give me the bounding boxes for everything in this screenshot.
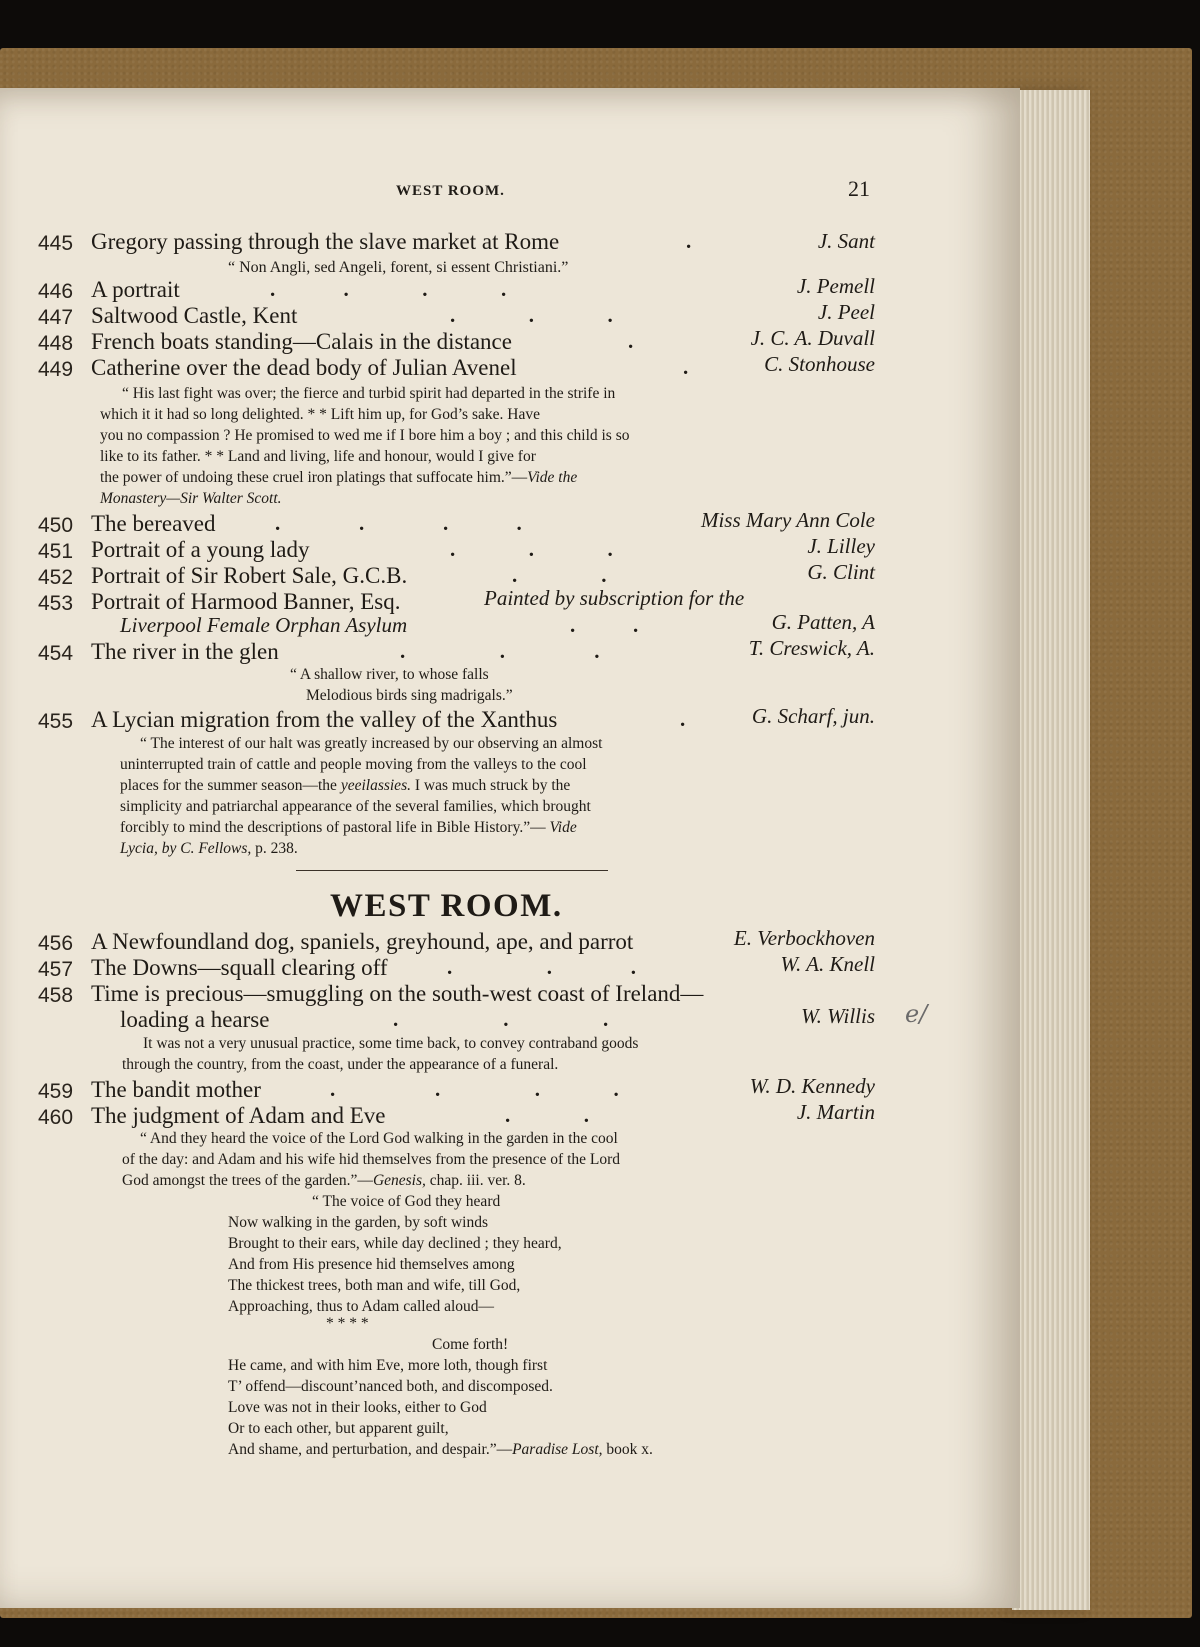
quote-line: of the day: and Adam and his wife hid themselves from the presence of the Lord xyxy=(122,1151,621,1168)
entry-number: 458 xyxy=(38,984,74,1007)
leader-dots: . . . xyxy=(450,303,613,327)
entry-artist: J. Peel xyxy=(817,300,875,324)
entry-artist: T. Creswick, A. xyxy=(748,636,875,660)
entry-title: A portrait xyxy=(91,277,180,302)
verse-line: And from His presence hid themselves among xyxy=(228,1256,515,1273)
quote-line: God amongst the trees of the garden.”—Genesis, chap. iii. ver. 8. xyxy=(122,1172,526,1189)
entry-artist: J. Martin xyxy=(796,1100,875,1124)
entry-artist: E. Verbockhoven xyxy=(733,926,875,950)
entry-number: 454 xyxy=(38,642,74,665)
entry-artist: C. Stonhouse xyxy=(764,352,875,376)
entry-number: 452 xyxy=(38,566,74,589)
verse-line: Approaching, thus to Adam called aloud— xyxy=(228,1298,495,1315)
leader-dots: . . . . xyxy=(275,511,522,535)
verse-line: The thickest trees, both man and wife, till God, xyxy=(228,1277,521,1294)
quote-line: you no compassion ? He promised to wed me if I bore him a boy ; and this child is so xyxy=(100,427,630,444)
leader-dot: . xyxy=(683,355,689,379)
entry-title: Portrait of a young lady xyxy=(91,537,310,562)
entry-number: 450 xyxy=(38,514,74,537)
entry-artist: W. A. Knell xyxy=(780,952,875,976)
entry-number: 451 xyxy=(38,540,74,563)
quote-line: through the country, from the coast, under the appearance of a funeral. xyxy=(122,1056,559,1073)
entry-title: The judgment of Adam and Eve xyxy=(91,1103,386,1128)
entry-title: A Lycian migration from the valley of the Xanthus xyxy=(91,707,558,732)
entry-title: French boats standing—Calais in the distance xyxy=(91,329,512,354)
leader-dot: . xyxy=(686,229,692,253)
verse-line: Love was not in their looks, either to God xyxy=(228,1399,487,1416)
quote-line: forcibly to mind the descriptions of pastoral life in Bible History.”— Vide xyxy=(120,819,577,836)
page-edges xyxy=(1012,90,1090,1610)
entry-artist: J. Sant xyxy=(817,229,875,253)
entry-title: A Newfoundland dog, spaniels, greyhound, ape, and parrot xyxy=(91,929,634,954)
entry-title: Gregory passing through the slave market at Rome xyxy=(91,229,560,254)
entry-title: The bandit mother xyxy=(91,1077,261,1102)
entry-title: Time is precious—smuggling on the south-west coast of Ireland— xyxy=(91,981,704,1006)
entry-number: 447 xyxy=(38,306,74,329)
entry-title-continued: Liverpool Female Orphan Asylum xyxy=(120,613,408,637)
section-heading: WEST ROOM. xyxy=(330,888,563,924)
quote-line: Monastery—Sir Walter Scott. xyxy=(100,490,282,507)
leader-dots: . . . . xyxy=(330,1077,619,1101)
entry-artist: W. D. Kennedy xyxy=(749,1074,875,1098)
quote-line: Lycia, by C. Fellows, p. 238. xyxy=(120,840,298,857)
entry-number: 446 xyxy=(38,280,74,303)
leader-dots: . . xyxy=(512,563,607,587)
verse-line: He came, and with him Eve, more loth, though first xyxy=(228,1357,548,1374)
entry-title: Portrait of Harmood Banner, Esq. xyxy=(91,589,401,614)
entry-title: Portrait of Sir Robert Sale, G.C.B. xyxy=(91,563,408,588)
quote-line: “ His last fight was over; the fierce and turbid spirit had departed in the strife in xyxy=(122,385,616,402)
quote-line: “ A shallow river, to whose falls xyxy=(290,666,489,683)
entry-artist: J. C. A. Duvall xyxy=(750,326,875,350)
quote-line: which it it had so long delighted. * * Lift him up, for God’s sake. Have xyxy=(100,406,540,423)
entry-number: 459 xyxy=(38,1080,74,1103)
verse-asterisks: * * * * xyxy=(326,1315,369,1332)
entry-title: The Downs—squall clearing off xyxy=(91,955,388,980)
entry-artist: G. Clint xyxy=(807,560,875,584)
verse-line: T’ offend—discount’nanced both, and discomposed. xyxy=(228,1378,553,1395)
entry-number: 460 xyxy=(38,1106,74,1129)
entry-artist: W. Willis xyxy=(801,1004,875,1028)
verse-line: And shame, and perturbation, and despair.”—Paradise Lost, book x. xyxy=(228,1441,653,1458)
entry-number: 445 xyxy=(38,232,74,255)
leader-dot: . xyxy=(680,707,686,731)
entry-artist: J. Pemell xyxy=(796,274,875,298)
section-rule xyxy=(296,870,608,871)
entry-quote: “ Non Angli, sed Angeli, forent, si essent Christiani.” xyxy=(228,259,569,276)
quote-line: “ The interest of our halt was greatly increased by our observing an almost xyxy=(140,735,603,752)
entry-artist: J. Lilley xyxy=(807,534,875,558)
page-number: 21 xyxy=(848,176,870,201)
quote-line: It was not a very unusual practice, some time back, to convey contraband goods xyxy=(143,1035,639,1052)
entry-number: 453 xyxy=(38,592,74,615)
leader-dots: . . . xyxy=(400,639,600,663)
entry-artist: G. Patten, A xyxy=(771,610,875,634)
entry-number: 455 xyxy=(38,710,74,733)
leader-dots: . . xyxy=(505,1103,589,1127)
quote-line: Melodious birds sing madrigals.” xyxy=(306,687,513,704)
entry-title: The river in the glen xyxy=(91,639,279,664)
verse-line: Come forth! xyxy=(432,1336,509,1353)
running-title: WEST ROOM. xyxy=(396,183,505,199)
entry-title: Catherine over the dead body of Julian Avenel xyxy=(91,355,517,380)
entry-title: The bereaved xyxy=(91,511,216,536)
entry-note: Painted by subscription for the xyxy=(484,586,745,610)
leader-dots: . . xyxy=(570,613,639,637)
quote-line: places for the summer season—the yeeilassies. I was much struck by the xyxy=(120,777,571,794)
leader-dots: . . . xyxy=(447,955,636,979)
entry-artist: Miss Mary Ann Cole xyxy=(700,508,875,532)
verse-line: Or to each other, but apparent guilt, xyxy=(228,1420,449,1437)
quote-line: like to its father. * * Land and living, life and honour, would I give for xyxy=(100,448,536,465)
entry-number: 456 xyxy=(38,932,74,955)
pencil-annotation: e/ xyxy=(905,1000,928,1028)
verse-line: Brought to their ears, while day declined ; they heard, xyxy=(228,1235,562,1252)
entry-title-continued: loading a hearse xyxy=(120,1007,270,1032)
quote-line: the power of undoing these cruel iron platings that suffocate him.”—Vide the xyxy=(100,469,578,486)
verse-line: Now walking in the garden, by soft winds xyxy=(228,1214,489,1231)
quote-line: simplicity and patriarchal appearance of the several families, which brought xyxy=(120,798,591,815)
verse-line: “ The voice of God they heard xyxy=(312,1193,501,1210)
entry-number: 448 xyxy=(38,332,74,355)
entry-number: 449 xyxy=(38,358,74,381)
leader-dots: . . . xyxy=(393,1007,609,1031)
leader-dots: . . . . xyxy=(270,277,507,301)
leader-dots: . . . xyxy=(450,537,613,561)
entry-title: Saltwood Castle, Kent xyxy=(91,303,298,328)
entry-artist: G. Scharf, jun. xyxy=(751,704,875,728)
entry-number: 457 xyxy=(38,958,74,981)
quote-line: “ And they heard the voice of the Lord God walking in the garden in the cool xyxy=(140,1130,618,1147)
quote-line: uninterrupted train of cattle and people moving from the valleys to the cool xyxy=(120,756,587,773)
leader-dot: . xyxy=(628,329,634,353)
